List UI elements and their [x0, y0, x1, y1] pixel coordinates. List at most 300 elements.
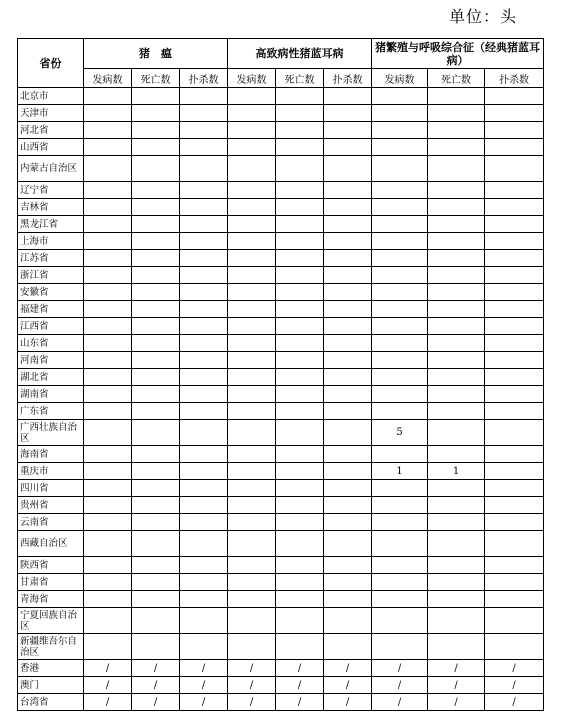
value-cell: [276, 335, 324, 352]
value-cell: [180, 139, 228, 156]
value-cell: [180, 301, 228, 318]
value-cell: [324, 608, 372, 634]
value-cell: [372, 156, 428, 182]
value-cell: [132, 284, 180, 301]
value-cell: [84, 463, 132, 480]
value-cell: [324, 139, 372, 156]
value-cell: [84, 531, 132, 557]
value-cell: [84, 267, 132, 284]
value-cell: /: [132, 694, 180, 711]
value-cell: [132, 386, 180, 403]
table-row: [18, 403, 544, 420]
value-cell: [180, 420, 228, 446]
value-cell: [132, 634, 180, 660]
province-cell: 广东省: [18, 403, 84, 420]
value-cell: [428, 634, 485, 660]
value-cell: [324, 267, 372, 284]
value-cell: [132, 446, 180, 463]
value-cell: [324, 480, 372, 497]
value-cell: [132, 514, 180, 531]
value-cell: [276, 574, 324, 591]
header-cases: 发病数: [372, 69, 428, 88]
value-cell: [485, 369, 544, 386]
value-cell: [372, 480, 428, 497]
value-cell: [276, 156, 324, 182]
value-cell: [132, 574, 180, 591]
value-cell: [372, 608, 428, 634]
header-deaths: 死亡数: [428, 69, 485, 88]
value-cell: /: [180, 694, 228, 711]
value-cell: /: [276, 660, 324, 677]
value-cell: /: [84, 660, 132, 677]
value-cell: [132, 182, 180, 199]
value-cell: /: [132, 660, 180, 677]
table-row: [18, 386, 544, 403]
value-cell: [84, 182, 132, 199]
header-culled: 扑杀数: [180, 69, 228, 88]
value-cell: [276, 420, 324, 446]
value-cell: [180, 156, 228, 182]
value-cell: [372, 446, 428, 463]
value-cell: [228, 156, 276, 182]
value-cell: /: [84, 677, 132, 694]
value-cell: [180, 199, 228, 216]
value-cell: [132, 369, 180, 386]
value-cell: [180, 369, 228, 386]
province-cell: 江西省: [18, 318, 84, 335]
value-cell: [372, 199, 428, 216]
value-cell: [84, 591, 132, 608]
value-cell: [84, 403, 132, 420]
value-cell: [180, 497, 228, 514]
disease-table: [17, 38, 544, 711]
table-row: [18, 88, 544, 105]
value-cell: [276, 608, 324, 634]
table-row: [18, 497, 544, 514]
value-cell: [276, 284, 324, 301]
table-row: [18, 318, 544, 335]
value-cell: [428, 497, 485, 514]
table-row: [18, 267, 544, 284]
value-cell: [228, 122, 276, 139]
value-cell: [180, 634, 228, 660]
header-deaths: 死亡数: [132, 69, 180, 88]
province-cell: 西藏自治区: [18, 531, 84, 557]
value-cell: [132, 267, 180, 284]
value-cell: [180, 591, 228, 608]
header-culled: 扑杀数: [485, 69, 544, 88]
province-cell: 河北省: [18, 122, 84, 139]
value-cell: [228, 233, 276, 250]
value-cell: [228, 284, 276, 301]
value-cell: /: [485, 677, 544, 694]
value-cell: [428, 557, 485, 574]
value-cell: [324, 352, 372, 369]
value-cell: [324, 514, 372, 531]
value-cell: [84, 574, 132, 591]
value-cell: [324, 497, 372, 514]
value-cell: [428, 216, 485, 233]
header-group-hp-prrs: 高致病性猪蓝耳病: [228, 39, 372, 69]
province-cell: 河南省: [18, 352, 84, 369]
value-cell: [324, 233, 372, 250]
value-cell: [324, 182, 372, 199]
value-cell: [276, 233, 324, 250]
value-cell: /: [428, 660, 485, 677]
value-cell: [132, 156, 180, 182]
value-cell: [132, 403, 180, 420]
value-cell: [324, 463, 372, 480]
value-cell: [132, 105, 180, 122]
value-cell: [84, 497, 132, 514]
value-cell: [180, 480, 228, 497]
value-cell: [485, 267, 544, 284]
value-cell: [180, 318, 228, 335]
table-row: [18, 199, 544, 216]
value-cell: [324, 250, 372, 267]
value-cell: 5: [372, 420, 428, 446]
value-cell: [84, 608, 132, 634]
value-cell: [485, 233, 544, 250]
value-cell: [276, 557, 324, 574]
value-cell: [324, 122, 372, 139]
value-cell: 1: [372, 463, 428, 480]
table-row: [18, 182, 544, 199]
value-cell: [228, 139, 276, 156]
value-cell: [132, 480, 180, 497]
value-cell: [228, 463, 276, 480]
value-cell: [84, 216, 132, 233]
value-cell: [276, 403, 324, 420]
value-cell: [372, 216, 428, 233]
value-cell: [228, 420, 276, 446]
value-cell: [485, 386, 544, 403]
value-cell: [485, 514, 544, 531]
value-cell: [428, 514, 485, 531]
value-cell: [132, 216, 180, 233]
value-cell: [132, 199, 180, 216]
value-cell: /: [372, 677, 428, 694]
table-row: [18, 480, 544, 497]
value-cell: /: [276, 677, 324, 694]
value-cell: [228, 105, 276, 122]
value-cell: [485, 216, 544, 233]
value-cell: [228, 608, 276, 634]
value-cell: [84, 335, 132, 352]
value-cell: [84, 446, 132, 463]
header-cases: 发病数: [84, 69, 132, 88]
province-cell: 安徽省: [18, 284, 84, 301]
value-cell: [324, 284, 372, 301]
value-cell: [180, 386, 228, 403]
value-cell: [372, 386, 428, 403]
value-cell: [276, 88, 324, 105]
value-cell: [132, 608, 180, 634]
value-cell: [180, 335, 228, 352]
value-cell: [485, 139, 544, 156]
value-cell: [428, 369, 485, 386]
value-cell: [276, 199, 324, 216]
province-cell: 澳门: [18, 677, 84, 694]
value-cell: [428, 574, 485, 591]
value-cell: [372, 233, 428, 250]
value-cell: [276, 497, 324, 514]
value-cell: /: [180, 677, 228, 694]
value-cell: /: [372, 694, 428, 711]
value-cell: [485, 608, 544, 634]
table-row: [18, 446, 544, 463]
value-cell: [372, 301, 428, 318]
province-cell: 甘肃省: [18, 574, 84, 591]
value-cell: [485, 335, 544, 352]
table-row: [18, 591, 544, 608]
table-row: [18, 608, 544, 634]
value-cell: [180, 122, 228, 139]
value-cell: [276, 591, 324, 608]
value-cell: [180, 557, 228, 574]
value-cell: [428, 386, 485, 403]
table-row: [18, 301, 544, 318]
value-cell: [372, 250, 428, 267]
table-row: [18, 233, 544, 250]
value-cell: [485, 446, 544, 463]
value-cell: [180, 267, 228, 284]
value-cell: [428, 608, 485, 634]
province-cell: 辽宁省: [18, 182, 84, 199]
value-cell: [485, 480, 544, 497]
value-cell: /: [228, 660, 276, 677]
value-cell: [276, 634, 324, 660]
value-cell: [485, 420, 544, 446]
value-cell: [228, 267, 276, 284]
value-cell: [132, 139, 180, 156]
value-cell: [228, 480, 276, 497]
header-province: 省份: [18, 39, 84, 88]
value-cell: [276, 318, 324, 335]
value-cell: /: [428, 677, 485, 694]
value-cell: [485, 284, 544, 301]
value-cell: [485, 634, 544, 660]
value-cell: [180, 574, 228, 591]
table-row: [18, 463, 544, 480]
value-cell: [428, 420, 485, 446]
table-row: [18, 514, 544, 531]
value-cell: /: [428, 694, 485, 711]
value-cell: [228, 514, 276, 531]
value-cell: [276, 250, 324, 267]
header-culled: 扑杀数: [324, 69, 372, 88]
value-cell: [428, 199, 485, 216]
value-cell: [324, 574, 372, 591]
value-cell: [84, 301, 132, 318]
value-cell: [428, 335, 485, 352]
value-cell: [485, 591, 544, 608]
value-cell: [372, 267, 428, 284]
value-cell: [428, 352, 485, 369]
value-cell: [180, 216, 228, 233]
value-cell: [132, 122, 180, 139]
value-cell: [132, 463, 180, 480]
value-cell: [324, 420, 372, 446]
table-row: [18, 660, 544, 677]
province-cell: 北京市: [18, 88, 84, 105]
value-cell: [228, 352, 276, 369]
value-cell: [132, 531, 180, 557]
province-cell: 内蒙古自治区: [18, 156, 84, 182]
value-cell: /: [228, 694, 276, 711]
value-cell: [84, 352, 132, 369]
value-cell: [485, 531, 544, 557]
value-cell: [485, 122, 544, 139]
value-cell: [428, 446, 485, 463]
header-group-swine-fever: 猪 瘟: [84, 39, 228, 69]
table-row: [18, 369, 544, 386]
value-cell: [428, 301, 485, 318]
province-cell: 海南省: [18, 446, 84, 463]
table-row: [18, 574, 544, 591]
value-cell: [485, 182, 544, 199]
value-cell: [372, 531, 428, 557]
value-cell: [485, 352, 544, 369]
province-cell: 青海省: [18, 591, 84, 608]
value-cell: [84, 420, 132, 446]
value-cell: [428, 318, 485, 335]
value-cell: [372, 574, 428, 591]
province-cell: 上海市: [18, 233, 84, 250]
value-cell: [84, 105, 132, 122]
value-cell: [372, 105, 428, 122]
value-cell: /: [276, 694, 324, 711]
value-cell: /: [84, 694, 132, 711]
value-cell: /: [324, 677, 372, 694]
value-cell: [132, 318, 180, 335]
value-cell: [228, 403, 276, 420]
value-cell: [132, 557, 180, 574]
province-cell: 台湾省: [18, 694, 84, 711]
value-cell: /: [485, 694, 544, 711]
value-cell: [228, 591, 276, 608]
value-cell: [485, 574, 544, 591]
value-cell: [132, 420, 180, 446]
table-row: [18, 420, 544, 446]
province-cell: 贵州省: [18, 497, 84, 514]
value-cell: [324, 557, 372, 574]
value-cell: /: [180, 660, 228, 677]
province-cell: 重庆市: [18, 463, 84, 480]
value-cell: [324, 318, 372, 335]
value-cell: [324, 335, 372, 352]
value-cell: [276, 531, 324, 557]
table-body: [18, 88, 544, 711]
value-cell: [180, 233, 228, 250]
value-cell: [428, 267, 485, 284]
value-cell: [372, 497, 428, 514]
value-cell: [276, 139, 324, 156]
value-cell: [276, 463, 324, 480]
province-cell: 香港: [18, 660, 84, 677]
value-cell: [428, 122, 485, 139]
table-row: [18, 122, 544, 139]
province-cell: 天津市: [18, 105, 84, 122]
table-row: [18, 677, 544, 694]
value-cell: [372, 403, 428, 420]
table-row: [18, 250, 544, 267]
value-cell: [428, 156, 485, 182]
value-cell: [84, 122, 132, 139]
value-cell: [428, 531, 485, 557]
value-cell: [84, 88, 132, 105]
header-deaths: 死亡数: [276, 69, 324, 88]
value-cell: [372, 514, 428, 531]
value-cell: /: [324, 694, 372, 711]
value-cell: [180, 88, 228, 105]
value-cell: [276, 182, 324, 199]
value-cell: [180, 463, 228, 480]
value-cell: [324, 216, 372, 233]
value-cell: [228, 88, 276, 105]
value-cell: [132, 352, 180, 369]
value-cell: [180, 352, 228, 369]
value-cell: [228, 301, 276, 318]
value-cell: [428, 182, 485, 199]
province-cell: 吉林省: [18, 199, 84, 216]
province-cell: 宁夏回族自治区: [18, 608, 84, 634]
province-cell: 湖北省: [18, 369, 84, 386]
value-cell: [84, 233, 132, 250]
value-cell: [485, 105, 544, 122]
value-cell: [84, 634, 132, 660]
value-cell: [132, 497, 180, 514]
value-cell: [324, 105, 372, 122]
value-cell: [180, 250, 228, 267]
value-cell: [428, 284, 485, 301]
value-cell: [132, 335, 180, 352]
value-cell: [372, 369, 428, 386]
province-cell: 山西省: [18, 139, 84, 156]
province-cell: 陕西省: [18, 557, 84, 574]
table-row: [18, 284, 544, 301]
value-cell: [324, 156, 372, 182]
value-cell: [84, 369, 132, 386]
value-cell: [180, 608, 228, 634]
value-cell: [372, 284, 428, 301]
table-row: [18, 335, 544, 352]
value-cell: [228, 386, 276, 403]
value-cell: [485, 88, 544, 105]
value-cell: [228, 531, 276, 557]
value-cell: [428, 233, 485, 250]
value-cell: /: [324, 660, 372, 677]
value-cell: [228, 318, 276, 335]
province-cell: 新疆维吾尔自治区: [18, 634, 84, 660]
table-row: [18, 694, 544, 711]
value-cell: [228, 250, 276, 267]
value-cell: [324, 301, 372, 318]
value-cell: [276, 267, 324, 284]
value-cell: [228, 557, 276, 574]
table-row: [18, 634, 544, 660]
value-cell: [276, 301, 324, 318]
value-cell: [180, 284, 228, 301]
value-cell: 1: [428, 463, 485, 480]
value-cell: [84, 250, 132, 267]
value-cell: [132, 301, 180, 318]
value-cell: /: [485, 660, 544, 677]
value-cell: [372, 182, 428, 199]
value-cell: [485, 403, 544, 420]
value-cell: [372, 591, 428, 608]
value-cell: [84, 386, 132, 403]
